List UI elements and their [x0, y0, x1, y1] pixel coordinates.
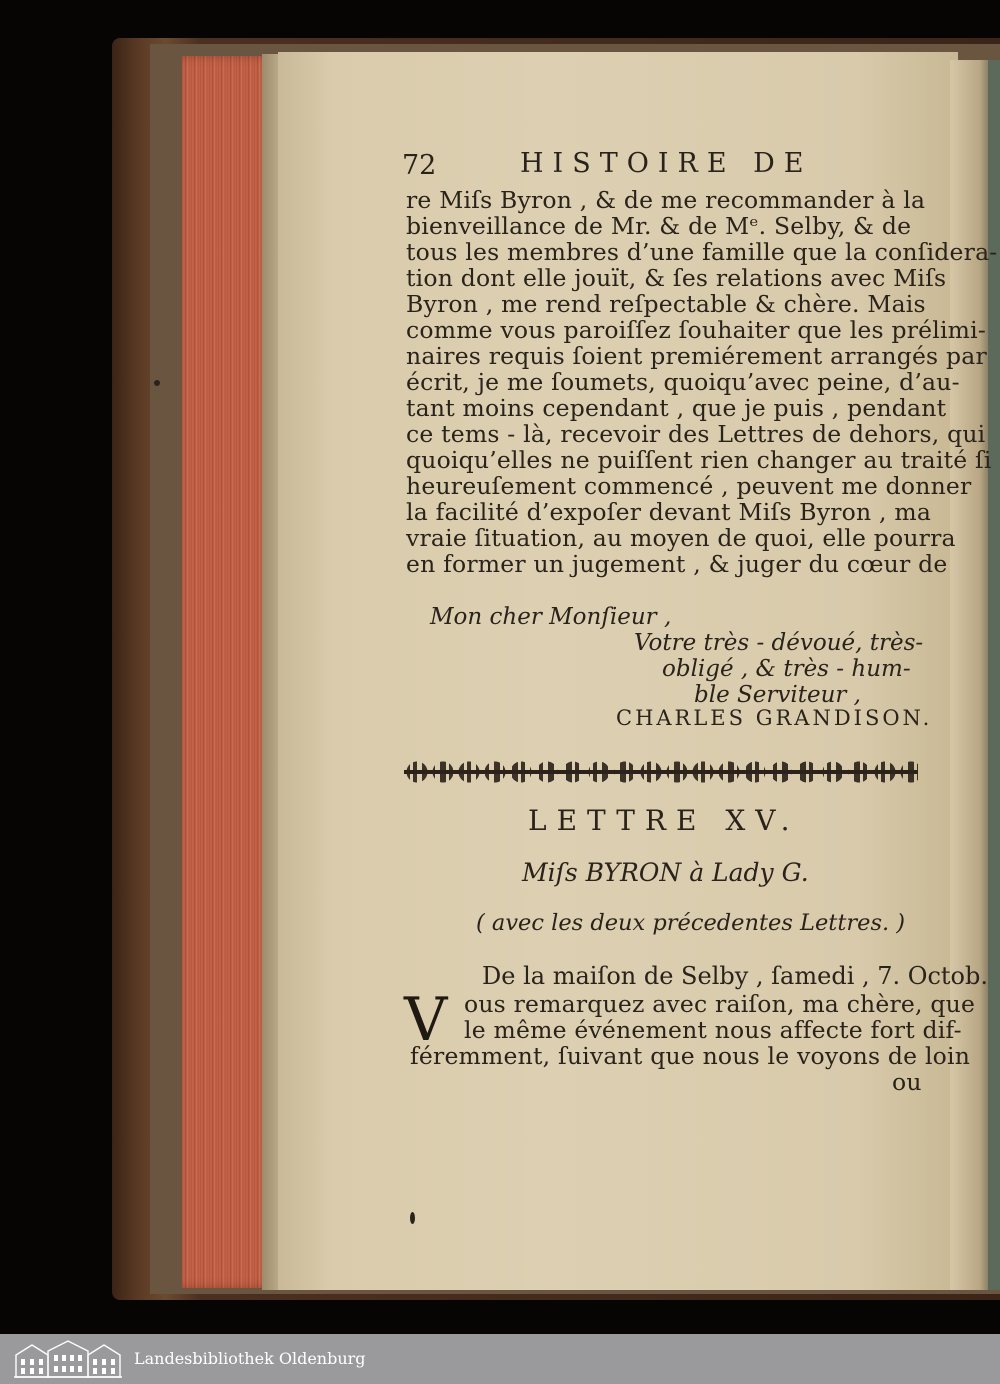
institution-name: Landesbibliothek Oldenburg: [134, 1349, 366, 1368]
library-building-icon: [14, 1339, 122, 1379]
catchword: ou: [892, 1068, 922, 1096]
page-number: 72: [402, 150, 437, 181]
ornament-line: [404, 770, 918, 774]
letter-line: féremment, ſuivant que nous le voyons de loin: [410, 1042, 971, 1070]
letter-line: ous remarquez avec raiſon, ma chère, que: [464, 990, 976, 1018]
body-line: re Miſs Byron , & de me recommander à la: [406, 186, 926, 214]
closing-line: Votre très - dévoué, très-: [634, 630, 924, 656]
ink-spot: [154, 380, 160, 386]
body-line: tion dont elle jouït, & ſes relations avec Miſs: [406, 264, 947, 292]
body-line: quoiqu’elles ne puiſſent rien changer au traité ſi: [406, 446, 992, 474]
closing-salutation: Mon cher Monſieur ,: [430, 604, 672, 630]
body-line: tous les membres d’une famille que la conſidera-: [406, 238, 998, 266]
body-line: heureuſement commencé , peuvent me donner: [406, 472, 972, 500]
closing-line: obligé , & très - hum-: [662, 656, 911, 682]
running-title: HISTOIRE DE: [520, 148, 813, 179]
body-line: tant moins cependant , que je puis , pendant: [406, 394, 947, 422]
letter-addressee: Miſs BYRON à Lady G.: [522, 858, 809, 887]
letter-heading: LETTRE XV.: [528, 804, 800, 837]
body-line: naires requis ſoient premiérement arrangés par: [406, 342, 987, 370]
body-line: écrit, je me ſoumets, quoiqu’avec peine, d’au-: [406, 368, 960, 396]
letter-note: ( avec les deux précedentes Lettres. ): [476, 910, 906, 936]
body-line: Byron , me rend reſpectable & chère. Mais: [406, 290, 926, 318]
signature: CHARLES GRANDISON.: [616, 706, 933, 730]
letter-date: De la maiſon de Selby , ſamedi , 7. Octob.: [482, 962, 988, 990]
body-line: en former un jugement , & juger du cœur de: [406, 550, 948, 578]
body-line: ce tems - là, recevoir des Lettres de dehors, qui: [406, 420, 986, 448]
letter-line: le même événement nous affecte fort dif-: [464, 1016, 962, 1044]
closing-line: ble Serviteur ,: [694, 682, 861, 708]
body-line: bienveillance de Mr. & de Mᵉ. Selby, & de: [406, 212, 912, 240]
ink-spot: [410, 1212, 415, 1224]
body-line: la facilité d’expoſer devant Miſs Byron , ma: [406, 498, 932, 526]
body-line: comme vous paroiſſez ſouhaiter que les prélimi-: [406, 316, 987, 344]
body-line: vraie ſituation, au moyen de quoi, elle pourra: [406, 524, 956, 552]
drop-cap: V: [404, 985, 448, 1055]
